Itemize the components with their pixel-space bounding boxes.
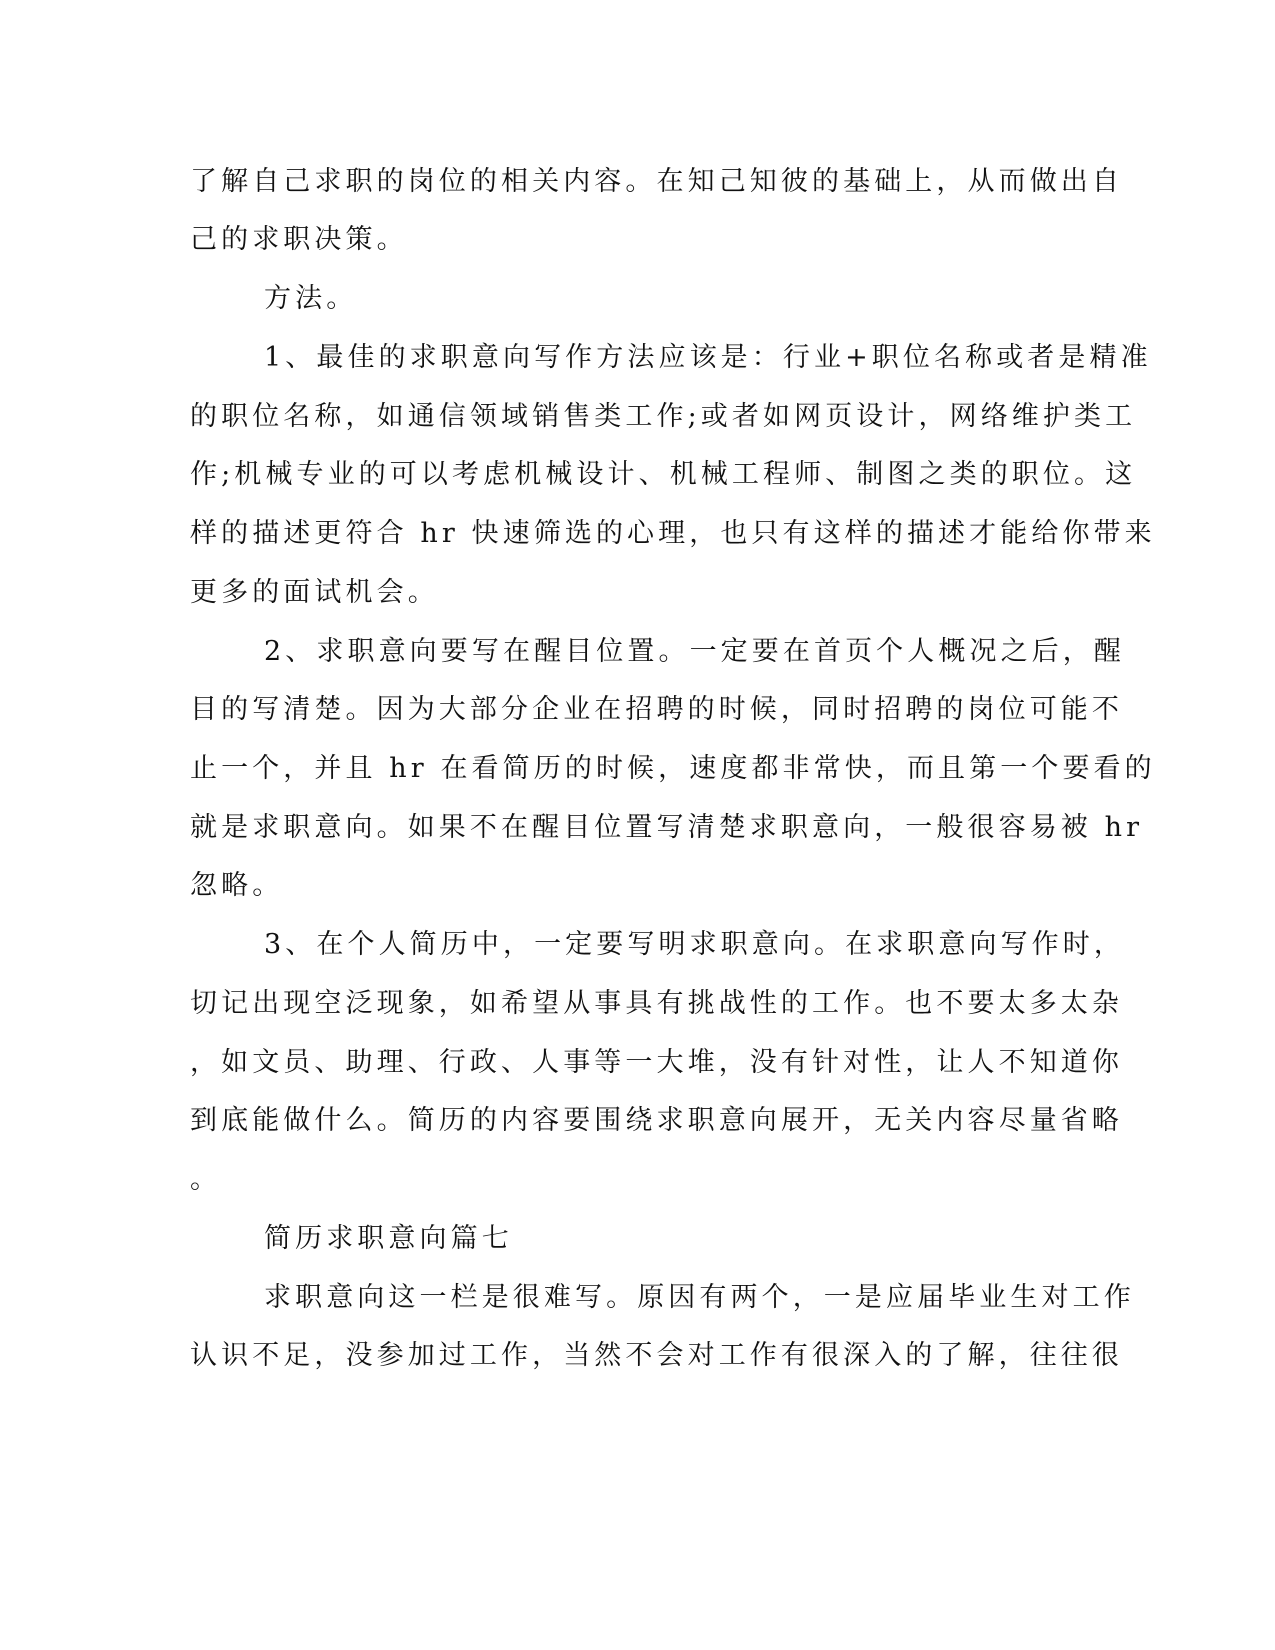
- text-line: 3、在个人简历中，一定要写明求职意向。在求职意向写作时，: [264, 929, 1125, 960]
- text-line: 忽略。: [190, 870, 284, 901]
- text-line: 1、最佳的求职意向写作方法应该是：行业+职位名称或者是精准: [264, 342, 1152, 373]
- text-line: 就是求职意向。如果不在醒目位置写清楚求职意向，一般很容易被 hr: [190, 812, 1144, 843]
- text-line: 样的描述更符合 hr 快速筛选的心理，也只有这样的描述才能给你带来: [190, 518, 1156, 549]
- text-line: 了解自己求职的岗位的相关内容。在知己知彼的基础上，从而做出自: [190, 166, 1123, 197]
- text-line: 认识不足，没参加过工作，当然不会对工作有很深入的了解，往往很: [190, 1340, 1123, 1371]
- text-line: 求职意向这一栏是很难写。原因有两个，一是应届毕业生对工作: [264, 1282, 1135, 1313]
- text-line: 作;机械专业的可以考虑机械设计、机械工程师、制图之类的职位。这: [190, 459, 1137, 490]
- section-heading: 方法。: [264, 283, 358, 314]
- text-line: 切记出现空泛现象，如希望从事具有挑战性的工作。也不要太多太杂: [190, 988, 1123, 1019]
- text-line: 更多的面试机会。: [190, 577, 439, 608]
- text-line: 到底能做什么。简历的内容要围绕求职意向展开，无关内容尽量省略: [190, 1105, 1123, 1136]
- text-line: 的职位名称，如通信领域销售类工作;或者如网页设计，网络维护类工: [190, 401, 1137, 432]
- text-line: 。: [190, 1164, 222, 1195]
- text-line: 止一个，并且 hr 在看简历的时候，速度都非常快，而且第一个要看的: [190, 753, 1156, 784]
- text-line: ，如文员、助理、行政、人事等一大堆，没有针对性，让人不知道你: [190, 1047, 1123, 1078]
- text-line: 己的求职决策。: [190, 224, 408, 255]
- text-line: 2、求职意向要写在醒目位置。一定要在首页个人概况之后，醒: [264, 636, 1125, 667]
- section-heading: 简历求职意向篇七: [264, 1223, 513, 1254]
- text-line: 目的写清楚。因为大部分企业在招聘的时候，同时招聘的岗位可能不: [190, 694, 1123, 725]
